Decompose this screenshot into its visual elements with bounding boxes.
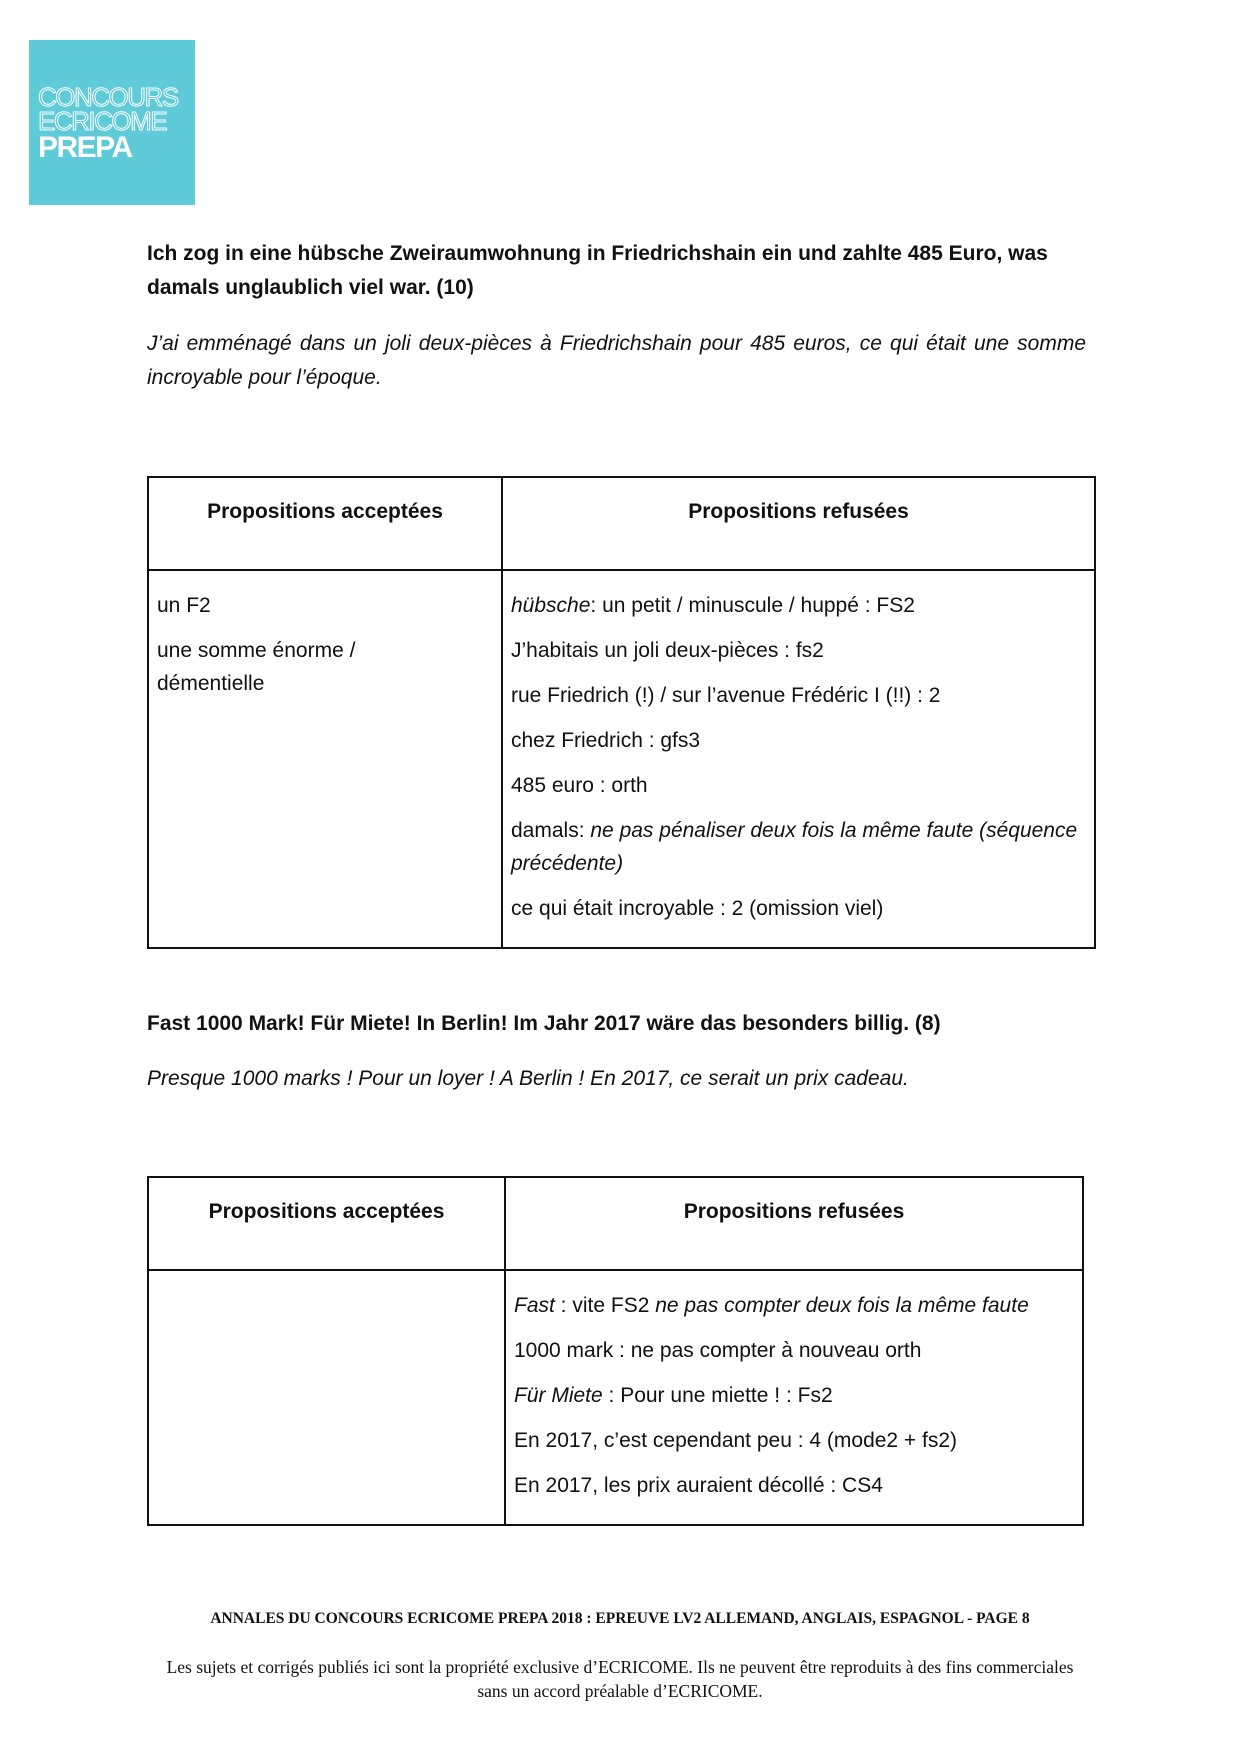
german-sentence-2: Fast 1000 Mark! Für Miete! In Berlin! Im Jahr 2017 wäre das besonders billig. (8) bbox=[147, 1012, 941, 1035]
header-accepted: Propositions acceptées bbox=[148, 477, 502, 570]
footer-title: ANNALES DU CONCOURS ECRICOME PREPA 2018 : EPREUVE LV2 ALLEMAND, ANGLAIS, ESPAGNOL - PAGE 8 bbox=[210, 1610, 1030, 1627]
refused-item: En 2017, c’est cependant peu : 4 (mode2 + fs2) bbox=[514, 1429, 958, 1452]
header-refused: Propositions refusées bbox=[502, 477, 1095, 570]
logo-line-prepa: PREPA bbox=[38, 131, 132, 164]
accepted-cell bbox=[148, 570, 502, 948]
propositions-table-2 bbox=[147, 1176, 1084, 1526]
accepted-cell-empty bbox=[148, 1270, 505, 1525]
logo-line-concours: CONCOURS bbox=[38, 82, 178, 112]
footer-copyright-note: Les sujets et corrigés publiés ici sont la propriété exclusive d’ECRICOME. Ils ne peuvent être reproduits à des fins commerciales sans un accord préalable d’ECRICOME. bbox=[166, 1657, 1074, 1701]
refused-item: chez Friedrich : gfs3 bbox=[511, 729, 701, 752]
accepted-item: une somme énorme / démentielle bbox=[157, 639, 356, 695]
refused-item: 485 euro : orth bbox=[511, 774, 648, 797]
header-accepted: Propositions acceptées bbox=[148, 1177, 505, 1270]
refused-cell bbox=[505, 1270, 1083, 1525]
propositions-table-1 bbox=[147, 476, 1096, 949]
refused-item: Fast : vite FS2 ne pas compter deux fois la même faute bbox=[514, 1294, 1029, 1317]
header-refused: Propositions refusées bbox=[505, 1177, 1083, 1270]
french-translation-2: Presque 1000 marks ! Pour un loyer ! A Berlin ! En 2017, ce serait un prix cadeau. bbox=[147, 1067, 909, 1090]
logo-line-ecricome: ECRICOME bbox=[38, 106, 167, 136]
refused-item: Für Miete : Pour une miette ! : Fs2 bbox=[514, 1384, 833, 1407]
refused-cell bbox=[502, 570, 1095, 948]
refused-item: 1000 mark : ne pas compter à nouveau orth bbox=[514, 1339, 922, 1362]
german-sentence-1: Ich zog in eine hübsche Zweiraumwohnung in Friedrichshain ein und zahlte 485 Euro, was damals unglaublich viel war. (10) bbox=[147, 242, 1048, 299]
refused-item: damals: ne pas pénaliser deux fois la même faute (séquence précédente) bbox=[511, 819, 1078, 875]
refused-item: ce qui était incroyable : 2 (omission viel) bbox=[511, 897, 884, 920]
french-translation-1: J’ai emménagé dans un joli deux-pièces à Friedrichshain pour 485 euros, ce qui était une somme incroyable pour l’époque. bbox=[147, 332, 1086, 389]
refused-item: hübsche: un petit / minuscule / huppé : FS2 bbox=[511, 594, 915, 617]
accepted-item: un F2 bbox=[157, 594, 211, 617]
refused-item: J’habitais un joli deux-pièces : fs2 bbox=[511, 639, 824, 662]
refused-item: En 2017, les prix auraient décollé : CS4 bbox=[514, 1474, 883, 1497]
ecricome-logo bbox=[29, 40, 195, 205]
refused-item: rue Friedrich (!) / sur l’avenue Frédéric I (!!) : 2 bbox=[511, 684, 941, 707]
